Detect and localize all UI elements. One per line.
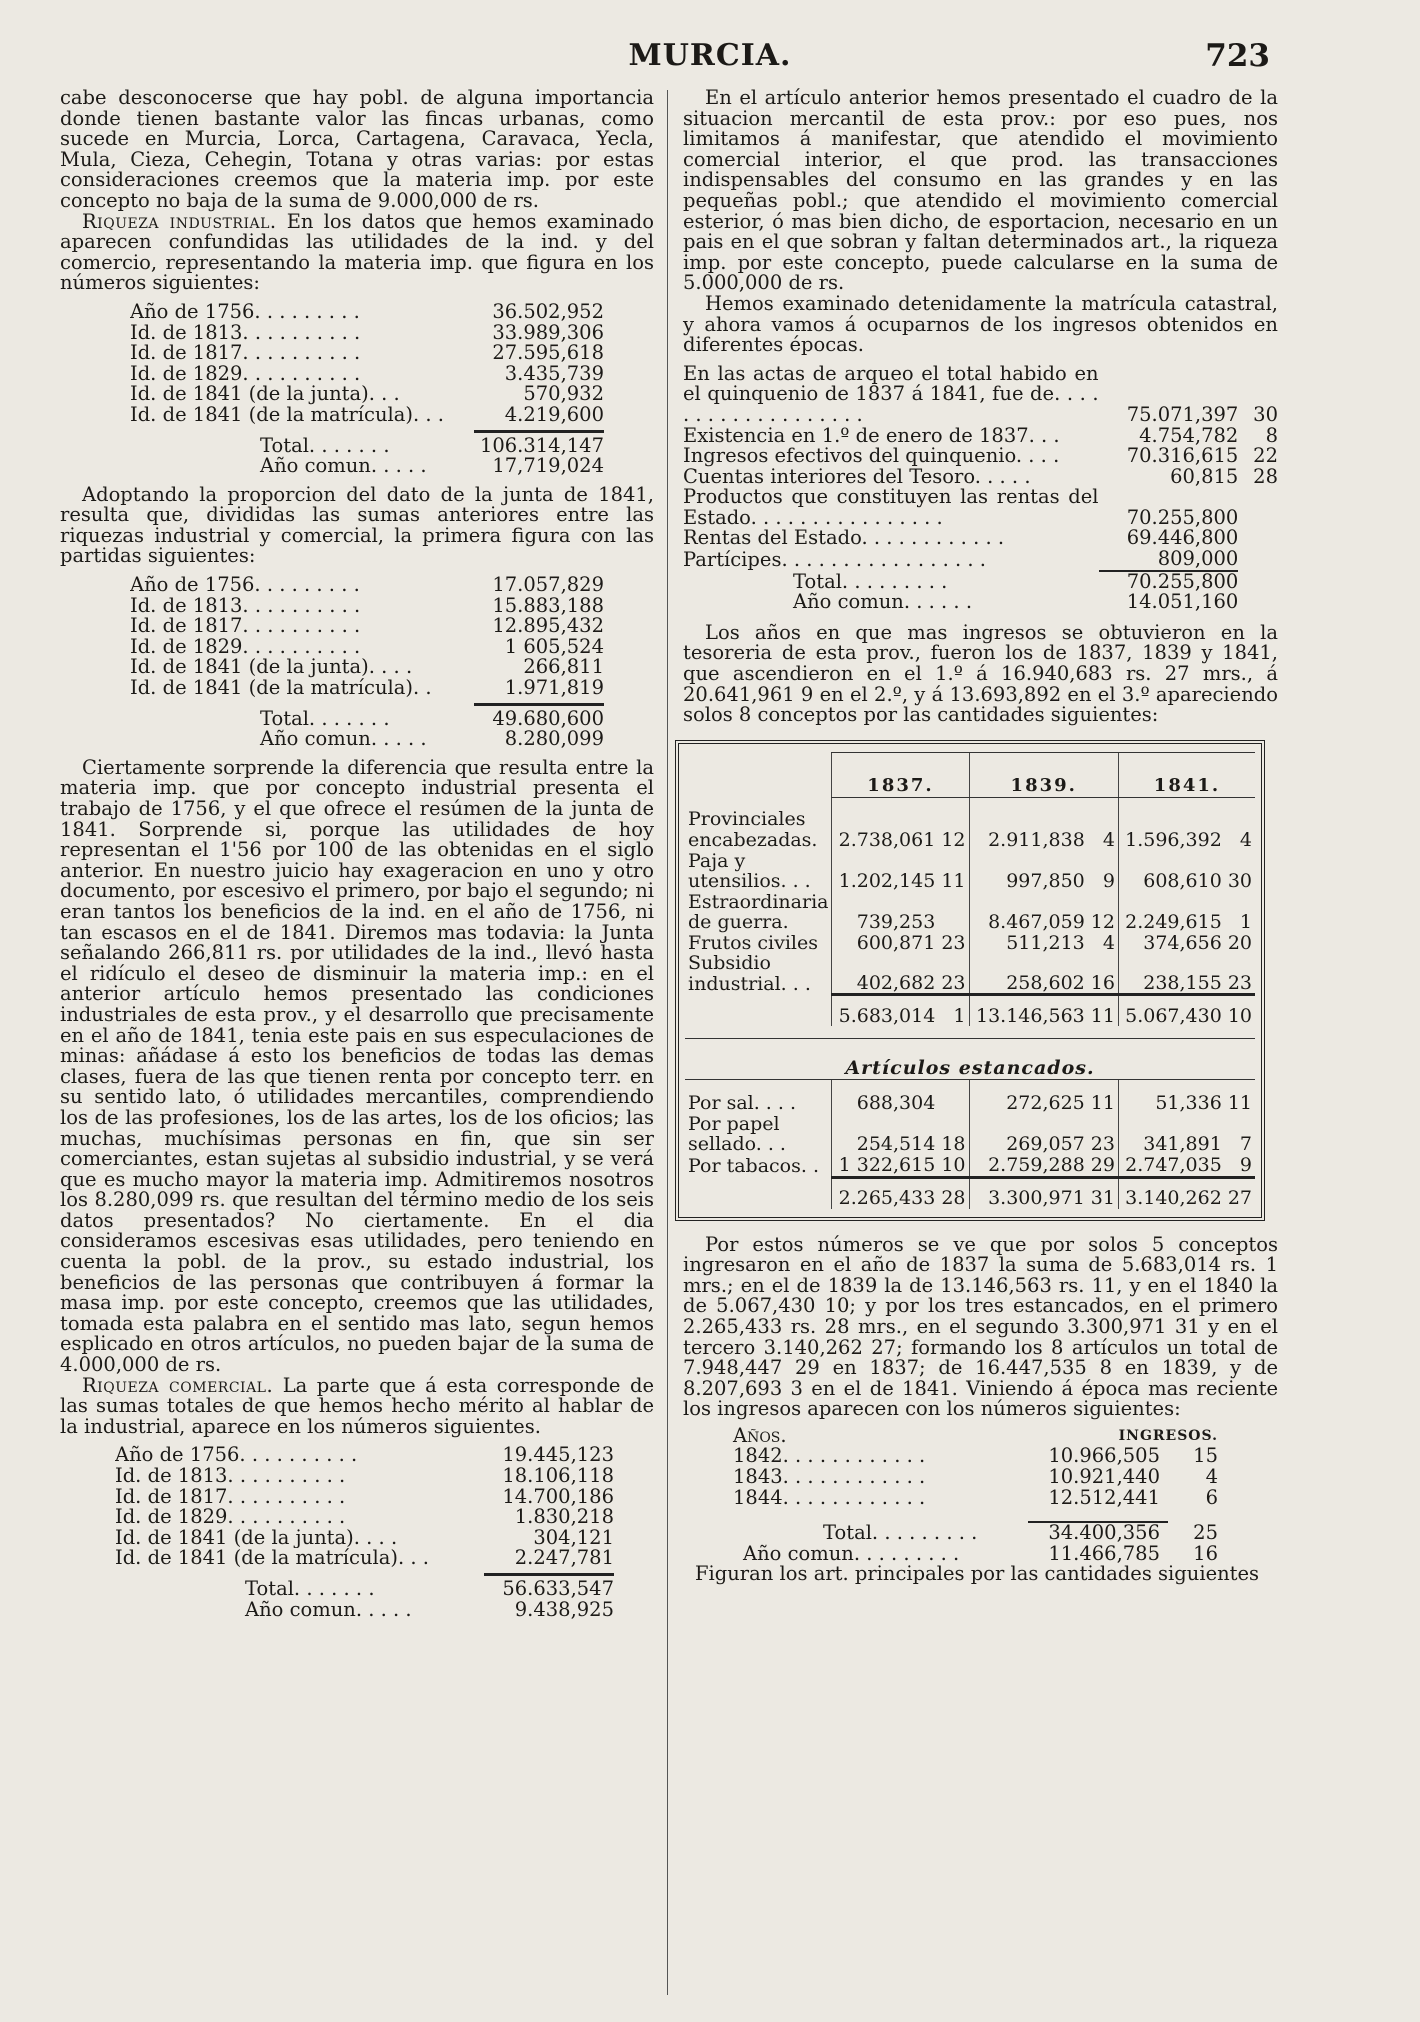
paragraph-industrial <box>60 209 654 295</box>
cell-mrs: 23 <box>1090 1133 1115 1156</box>
row-value: 570,932 <box>523 382 604 406</box>
row-label: Por tabacos. . <box>688 1155 819 1178</box>
row-mrs: 15 <box>1193 1444 1218 1468</box>
row-mrs: 28 <box>1253 464 1278 488</box>
table-row <box>683 426 1278 447</box>
paragraph: Ciertamente sorprende la diferencia que resulta entre la materia imp. que por concepto industrial presenta el trabajo de 1756, y el que ofrece el resúmen de la junta de 1841. Sorprende si, porque las utilidades de hoy representan el 1'56 por 100 de las obtenidas en el siglo anterior. En nuestro juicio hay exageracion en uno y otro documento, por escesivo el primero, por bajo el segundo; ni eran tantos los beneficios de la ind. en el año de 1756, ni tan escasos en el de 1841. Diremos mas todavia: la Junta señalando 266,811 rs. por utilidades de la ind., llevó hasta el ridículo el deseo de disminuir la materia imp.: en el anterior artículo hemos presentado las condiciones industriales de esta prov., y el desarrollo que precisamente en el año de 1841, tenia este pais en sus especulaciones de minas: añádase á esto los beneficios de todas las demas clases, fuera de las que tienen renta por concepto terr. en su sentido lato, ó utilidades mercantiles, comprendiendo los de las profesiones, los de las artes, los de los oficios; las muchas, muchísimas personas en fin, que sin ser comerciantes, estan sujetas al subsidio industrial, y se verá que es mucho mayor la materia imp. Admitiremos nosotros los 8.280,099 rs. que resultan del término medio de los seis datos presentados? No ciertamente. En el dia consideramos escesivas esas utilidades, pero teniendo en cuenta la pobl. de la prov., su estado industrial, los beneficios de las personas que contribuyen á formar la masa imp. por este concepto, creemos que las utilidades, tomada esta palabra en el sentido mas lato, segun hemos esplicado en otros artículos, no pueden bajar de la suma de 4.000,000 de rs. <box>60 755 654 1377</box>
row-label: Productos que constituyen las rentas del Estado. . . . . . . . . . . . . . . . <box>683 485 1099 529</box>
income-table-frame <box>675 740 1265 1221</box>
row-label: Id. de 1817. . . . . . . . . . <box>130 616 361 637</box>
list-row <box>115 1466 614 1487</box>
row-label: Por papel sellado. . . <box>688 1112 786 1156</box>
cell-value: 739,253 <box>832 892 938 933</box>
table-row <box>683 364 1278 426</box>
row-value: 19.445,123 <box>502 1443 614 1467</box>
left-column <box>60 88 654 1628</box>
row-mrs: 22 <box>1253 444 1278 468</box>
row-label: Existencia en 1.º de enero de 1837. . . <box>683 423 1060 447</box>
cell-mrs: 11 <box>1088 995 1119 1027</box>
sum-rule <box>484 1573 614 1576</box>
paragraph: Figuran los art. principales por las cantidades siguientes <box>695 1562 1260 1586</box>
cell-mrs: 27 <box>1225 1177 1255 1209</box>
table-row <box>683 446 1278 467</box>
cell-value: 13.146,563 <box>969 995 1088 1027</box>
cell-mrs: 11 <box>1227 1092 1252 1115</box>
cell-mrs: 20 <box>1227 931 1252 954</box>
row-label: Id. de 1829. . . . . . . . . . <box>130 363 361 385</box>
cell-mrs: 23 <box>941 971 966 994</box>
column-header <box>685 752 832 797</box>
list-row <box>115 1445 614 1466</box>
cell-mrs <box>938 1093 969 1114</box>
row-label: Estraordinaria de guerra. <box>688 890 829 934</box>
row-label: Total. . . . . . . . . <box>793 569 948 593</box>
row-label: Id. de 1817. . . . . . . . . . <box>130 343 361 364</box>
row-label: Año comun. . . . . <box>245 1599 412 1621</box>
row-label: Cuentas interiores del Tesoro. . . . . <box>683 464 1031 488</box>
cell-value: 238,155 <box>1118 953 1224 994</box>
row-label: Año comun. . . . . . <box>793 590 973 614</box>
cell-value: 511,213 <box>969 933 1088 954</box>
column-header: INGRESOS. <box>1118 1427 1218 1444</box>
page-header <box>0 38 1420 86</box>
row-value: 70.255,800 <box>1099 571 1239 593</box>
row-label: Id. de 1813. . . . . . . . . . <box>130 322 361 344</box>
table-row <box>683 1488 1278 1509</box>
row-value: 1 605,524 <box>504 634 604 658</box>
row-label: Id. de 1829. . . . . . . . . . <box>130 636 361 658</box>
column-header: 1837. <box>832 752 969 797</box>
sum-rule <box>474 430 604 433</box>
average-row <box>130 729 604 750</box>
right-column <box>683 88 1278 1585</box>
row-label: Id. de 1841 (de la matrícula). . <box>130 678 432 699</box>
income-table <box>685 752 1255 1209</box>
commercial-list <box>60 1445 654 1620</box>
column-divider <box>667 90 668 1995</box>
cell-value: 5.683,014 <box>832 995 938 1027</box>
row-value: 17.057,829 <box>492 573 604 597</box>
table-subheading: Artículos estancados. <box>685 1038 1255 1079</box>
sum-rule <box>474 703 604 706</box>
cell-mrs: 7 <box>1239 1133 1252 1156</box>
row-label: Frutos civiles <box>688 931 818 954</box>
row-label: Id. de 1841 (de la matrícula). . . <box>115 1548 429 1569</box>
table-row <box>683 528 1278 549</box>
table-row <box>685 809 1255 850</box>
total-row <box>683 571 1278 593</box>
row-label: Id. de 1813. . . . . . . . . . <box>130 595 361 617</box>
row-label: Provinciales encabezadas. <box>688 808 818 851</box>
cell-mrs <box>938 892 969 933</box>
cell-mrs: 23 <box>1227 971 1252 994</box>
average-row <box>683 1544 1278 1565</box>
row-value: 106.314,147 <box>479 433 604 457</box>
row-value: 11.466,785 <box>1048 1541 1160 1565</box>
list-row <box>130 361 604 385</box>
industrial-share-list <box>60 575 654 750</box>
average-row <box>683 592 1278 613</box>
cell-value: 341,891 <box>1118 1114 1224 1155</box>
row-label: Id. de 1841 (de la junta). . . . <box>115 1527 398 1549</box>
row-mrs <box>1238 528 1278 549</box>
total-row <box>130 706 604 730</box>
cell-value: 997,850 <box>969 851 1088 892</box>
row-value: 4.219,600 <box>504 402 604 426</box>
cell-value: 688,304 <box>832 1093 938 1114</box>
cell-value: 2.265,433 <box>832 1177 938 1209</box>
row-label: Paja y utensilios. . . <box>688 849 811 893</box>
row-mrs: 25 <box>1193 1520 1218 1544</box>
row-label: Partícipes. . . . . . . . . . . . . . . . . <box>683 548 987 572</box>
average-row <box>115 1597 614 1621</box>
row-label: Total. . . . . . . . . <box>823 1520 978 1544</box>
row-label: Id. de 1829. . . . . . . . . . <box>115 1507 346 1528</box>
cell-value: 272,625 <box>969 1093 1088 1114</box>
row-value: 1.971,819 <box>504 676 604 700</box>
row-label: Año comun. . . . . <box>260 729 427 750</box>
cell-value: 1.202,145 <box>832 851 938 892</box>
table-row <box>683 1467 1278 1488</box>
row-label: 1844. . . . . . . . . . . . <box>733 1485 926 1509</box>
cell-mrs: 11 <box>1090 1092 1115 1115</box>
average-row <box>130 456 604 477</box>
list-row <box>130 299 604 323</box>
column-header: Años. <box>733 1423 787 1447</box>
paragraph: Por estos números se ve que por solos 5 conceptos ingresaron en el año de 1837 la suma de 5.683,014 rs. 1 mrs.; en el de 1839 la de 13.146,563 rs. 11, y en el 1840 la de 5.067,430 10; y por los tres estancados, en el primero 2.265,433 rs. 28 mrs., en el segundo 3.300,971 31 y en el tercero 3.140,262 27; formando los 8 artículos un total de 7.948,447 29 en 1837; de 16.447,535 8 en 1839, y de 8.207,693 3 en el de 1841. Viniendo á época mas reciente los ingresos aparecen con los números siguientes: <box>683 1232 1278 1421</box>
row-label: Total. . . . . . . <box>245 1578 375 1600</box>
row-mrs: 16 <box>1193 1541 1218 1565</box>
row-value: 304,121 <box>533 1525 614 1549</box>
list-row <box>130 402 604 426</box>
cell-mrs: 31 <box>1088 1177 1119 1209</box>
ingresos-table <box>683 1423 1278 1565</box>
cell-mrs: 11 <box>941 870 966 893</box>
list-row <box>130 320 604 344</box>
row-value: 12.895,432 <box>492 614 604 638</box>
table-row <box>685 1114 1255 1155</box>
table-header-row <box>683 1426 1278 1447</box>
section-heading: Riqueza comercial. <box>82 1373 274 1397</box>
row-value: 10.966,505 <box>1048 1444 1160 1468</box>
row-value: 809,000 <box>1157 547 1239 571</box>
cell-value: 3.140,262 <box>1118 1177 1224 1209</box>
cell-value: 2.759,288 <box>969 1155 1088 1177</box>
cell-value: 269,057 <box>969 1114 1088 1155</box>
sum-row <box>685 995 1255 1027</box>
row-value: 49.680,600 <box>492 706 604 730</box>
cell-value: 2.738,061 <box>832 809 938 850</box>
row-value: 12.512,441 <box>1048 1485 1160 1509</box>
row-label: En las actas de arqueo el total habido en el quinquenio de 1837 á 1841, fue de. . . . . . . . . . . . . . . . . . . <box>683 361 1099 426</box>
row-value: 36.502,952 <box>492 299 604 323</box>
cell-value: 402,682 <box>832 953 938 994</box>
row-value: 70.316,615 <box>1126 444 1239 468</box>
row-value: 69.446,800 <box>1126 526 1239 550</box>
row-value: 18.106,118 <box>502 1464 614 1487</box>
paragraph: cabe desconocerse que hay pobl. de alguna importancia donde tienen bastante valor las fincas urbanas, como sucede en Murcia, Lorca, Cartagena, Caravaca, Yecla, Mula, Cieza, Cehegin, Totana y otras varias: por estas consideraciones creemos que la materia imp. por este concepto no baja de la suma de 9.000,000 de rs. <box>60 86 654 212</box>
paragraph: Adoptando la proporcion del dato de la junta de 1841, resulta que, divididas las sumas anteriores entre las riquezas industrial y comercial, la primera figura con las partidas siguientes: <box>60 482 654 568</box>
cell-mrs: 1 <box>938 995 969 1027</box>
list-row <box>115 1484 614 1508</box>
row-label: Año de 1756. . . . . . . . . <box>130 301 360 323</box>
cell-mrs: 12 <box>941 828 966 851</box>
list-row <box>130 678 604 699</box>
row-value: 266,811 <box>523 655 604 679</box>
row-value: 17,719,024 <box>492 454 604 478</box>
row-mrs <box>1238 549 1278 571</box>
row-label: Ingresos efectivos del quinquenio. . . . <box>683 444 1060 468</box>
cell-value: 2.747,035 <box>1118 1155 1224 1177</box>
cell-value: 374,656 <box>1118 933 1224 954</box>
industrial-list <box>60 299 654 478</box>
row-value: 1.830,218 <box>514 1505 614 1529</box>
cell-mrs: 10 <box>1225 995 1255 1027</box>
cell-mrs: 30 <box>1227 870 1252 893</box>
list-row <box>130 616 604 637</box>
row-value: 8.280,099 <box>504 727 604 751</box>
table-subheading-row <box>685 1038 1255 1079</box>
cell-value: 608,610 <box>1118 851 1224 892</box>
cell-value: 2.911,838 <box>969 809 1088 850</box>
row-value: 2.247,781 <box>514 1546 614 1570</box>
row-value: 3.435,739 <box>504 361 604 385</box>
running-title: MURCIA. <box>628 38 792 73</box>
page-number: 723 <box>1205 38 1270 74</box>
row-value: 9.438,925 <box>514 1597 614 1621</box>
cell-mrs: 23 <box>941 931 966 954</box>
sum-row <box>685 1177 1255 1209</box>
total-row <box>130 433 604 457</box>
column-header: 1841. <box>1118 752 1255 797</box>
paragraph: Los años en que mas ingresos se obtuvieron en la tesoreria de esta prov., fueron los de 1837, 1839 y 1841, que ascendieron en el 1.º á 16.940,683 rs. 27 mrs., á 20.641,961 9 en el 2.º, y á 13.693,892 en el 3.º apareciendo solos 8 conceptos por las cantidades siguientes: <box>683 620 1278 727</box>
cell-mrs: 4 <box>1102 931 1115 954</box>
paragraph: En el artículo anterior hemos presentado el cuadro de la situacion mercantil de esta prov.: por eso pues, nos limitamos á manifestar, que atendido el movimiento comercial interior, el que prod. las transacciones indispensables del consumo en las grandes y en las pequeñas pobl.; que atendido el movimiento comercial esterior, ó mas bien dicho, de esportacion, necesario en un pais en el que sobran y faltan determinados art., la riqueza imp. por este concepto, puede calcularse en la suma de 5.000,000 de rs. <box>683 86 1278 295</box>
row-label: Año comun. . . . . . . . . <box>743 1541 960 1565</box>
row-label: Año de 1756. . . . . . . . . . <box>115 1445 358 1466</box>
cell-value: 2.249,615 <box>1118 892 1224 933</box>
table-row <box>685 1155 1255 1177</box>
table-row <box>685 851 1255 892</box>
cell-value: 600,871 <box>832 933 938 954</box>
row-label: Id. de 1841 (de la matrícula). . . <box>130 404 444 426</box>
cell-value: 254,514 <box>832 1114 938 1155</box>
list-row <box>130 634 604 658</box>
row-value: 4.754,782 <box>1139 423 1239 447</box>
row-label: Id. de 1817. . . . . . . . . . <box>115 1486 346 1508</box>
list-row <box>130 384 604 405</box>
paragraph-commercial <box>60 1373 654 1438</box>
table-row <box>685 892 1255 933</box>
list-row <box>115 1548 614 1569</box>
list-row <box>115 1507 614 1528</box>
row-value: 15.883,188 <box>492 593 604 617</box>
row-value: 14.700,186 <box>502 1484 614 1508</box>
list-row <box>130 575 604 596</box>
total-row <box>683 1522 1278 1544</box>
table-row <box>683 467 1278 488</box>
row-mrs: 4 <box>1205 1465 1218 1489</box>
cell-mrs: 12 <box>1090 911 1115 934</box>
row-value: 70.255,800 <box>1126 505 1239 529</box>
cell-value: 8.467,059 <box>969 892 1088 933</box>
list-row <box>130 657 604 678</box>
table-row <box>685 1093 1255 1114</box>
paragraph-text: La parte que á esta corresponde de las sumas totales de que hemos hecho mérito al hablar de la industrial, aparece en los números siguientes. <box>60 1373 654 1438</box>
cell-mrs: 9 <box>1102 870 1115 893</box>
cell-mrs: 4 <box>1239 828 1252 851</box>
arqueo-table <box>683 361 1278 614</box>
total-row <box>115 1576 614 1600</box>
cell-mrs: 9 <box>1239 1153 1252 1176</box>
list-row <box>115 1525 614 1549</box>
row-value: 33.989,306 <box>492 320 604 344</box>
paragraph: Hemos examinado detenidamente la matrícula catastral, y ahora vamos á ocuparnos de los ingresos obtenidos en diferentes épocas. <box>683 291 1278 357</box>
cell-mrs: 18 <box>941 1133 966 1156</box>
row-mrs <box>1238 487 1278 528</box>
row-label: Id. de 1841 (de la junta). . . . <box>130 657 413 679</box>
row-value: 14.051,160 <box>1126 590 1239 614</box>
row-value: 75.071,397 <box>1126 402 1239 426</box>
row-value: 56.633,547 <box>502 1576 614 1600</box>
paragraph-text: En los datos que hemos examinado aparecen confundidas las utilidades de la ind. y del comercio, representando la materia imp. que figura en los números siguientes: <box>60 209 654 295</box>
row-label: Total. . . . . . . <box>260 435 390 457</box>
table-header-row <box>685 752 1255 797</box>
row-label: Id. de 1841 (de la junta). . . <box>130 384 400 405</box>
row-label: Por sal. . . . <box>688 1092 797 1115</box>
table-row <box>685 953 1255 994</box>
row-value: 10.921,440 <box>1048 1465 1160 1489</box>
list-row <box>130 593 604 617</box>
row-label: Subsidio industrial. . . <box>688 952 811 996</box>
row-mrs: 8 <box>1265 423 1278 447</box>
cell-mrs: 10 <box>941 1153 966 1176</box>
table-row <box>683 1446 1278 1467</box>
table-row <box>683 549 1278 571</box>
cell-mrs: 29 <box>1090 1153 1115 1176</box>
row-label: 1842. . . . . . . . . . . . <box>733 1444 926 1468</box>
cell-value: 1 322,615 <box>832 1155 938 1177</box>
row-mrs: 30 <box>1253 402 1278 426</box>
row-label: Año comun. . . . . <box>260 456 427 477</box>
table-row <box>683 487 1278 528</box>
cell-mrs: 1 <box>1239 911 1252 934</box>
cell-value: 51,336 <box>1118 1093 1224 1114</box>
row-label: Año de 1756. . . . . . . . . <box>130 575 360 596</box>
row-label: Rentas del Estado. . . . . . . . . . . . <box>683 526 1005 550</box>
section-heading: Riqueza industrial. <box>82 209 277 233</box>
list-row <box>130 343 604 364</box>
row-label: 1843. . . . . . . . . . . . <box>733 1465 926 1489</box>
row-label: Total. . . . . . . <box>260 708 390 730</box>
row-value: 34.400,356 <box>1048 1521 1160 1545</box>
row-value: 27.595,618 <box>492 341 604 365</box>
column-header: 1839. <box>969 752 1118 797</box>
cell-value: 258,602 <box>969 953 1088 994</box>
cell-value: 3.300,971 <box>969 1177 1088 1209</box>
cell-value: 5.067,430 <box>1118 995 1224 1027</box>
cell-mrs: 16 <box>1090 971 1115 994</box>
row-value: 60,815 <box>1170 464 1239 488</box>
cell-mrs: 28 <box>938 1177 969 1209</box>
cell-value: 1.596,392 <box>1118 809 1224 850</box>
table-row <box>685 933 1255 954</box>
cell-mrs: 4 <box>1102 828 1115 851</box>
row-label: Id. de 1813. . . . . . . . . . <box>115 1466 346 1487</box>
row-mrs: 6 <box>1205 1485 1218 1509</box>
